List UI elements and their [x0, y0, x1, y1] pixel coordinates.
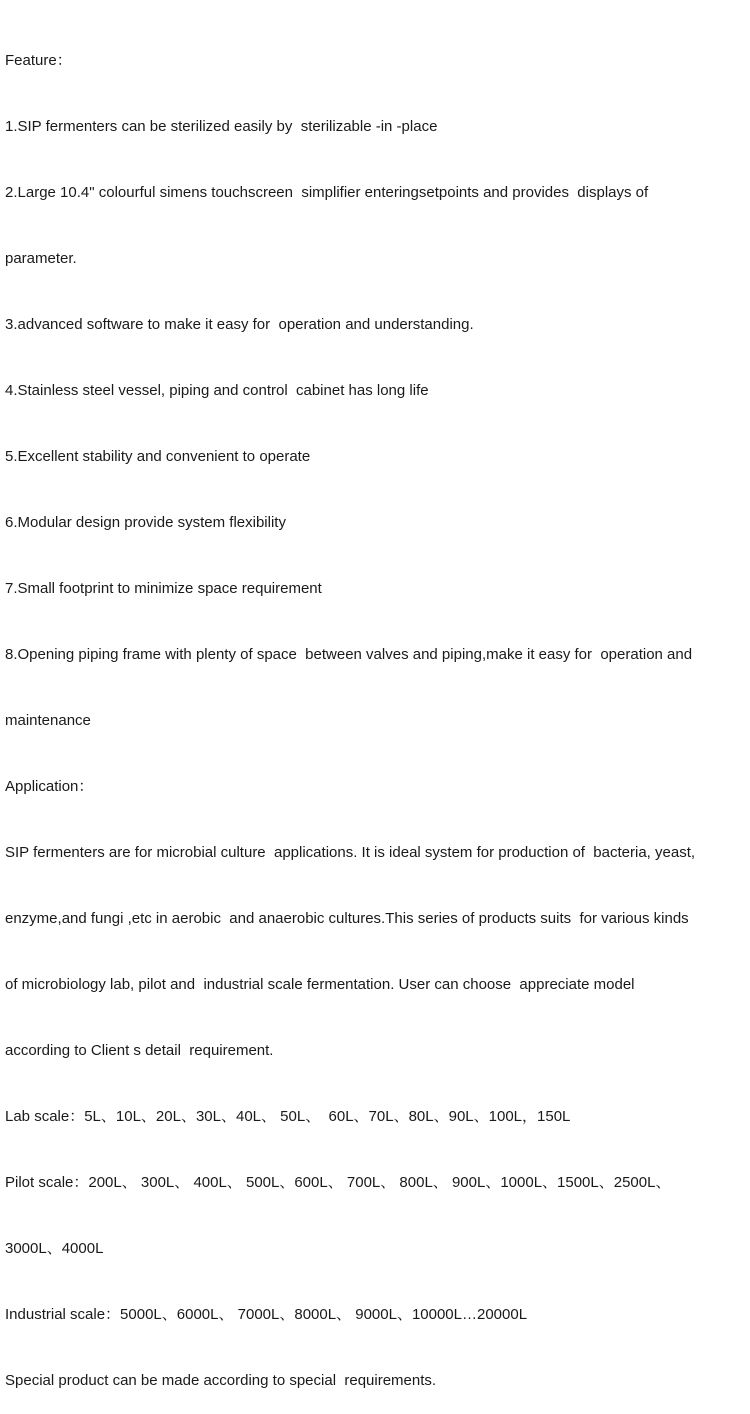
feature-item-5: 5.Excellent stability and convenient to operate — [5, 448, 311, 465]
feature-item-3: 3.advanced software to make it easy for operation and understanding. — [5, 316, 474, 333]
application-heading: Application： — [5, 778, 94, 795]
pilot-scale-line: Pilot scale：200L、 300L、 400L、 500L、600L、 700L、 800L、 900L、1000L、1500L、2500L、 — [5, 1174, 671, 1191]
feature-item-6: 6.Modular design provide system flexibility — [5, 514, 286, 531]
document-body — [5, 6, 745, 1414]
industrial-scale-line: Industrial scale：5000L、6000L、 7000L、8000L、 9000L、10000L…20000L — [5, 1306, 528, 1323]
closing-note: Special product can be made according to special requirements. — [5, 1372, 437, 1389]
feature-item-2-continued: parameter. — [5, 250, 77, 267]
application-line-1: SIP fermenters are for microbial culture applications. It is ideal system for production of bacteria, yeast, — [5, 844, 696, 861]
application-line-2: enzyme,and fungi ,etc in aerobic and anaerobic cultures.This series of products suits for various kinds — [5, 910, 689, 927]
application-line-4: according to Client s detail requirement. — [5, 1042, 274, 1059]
lab-scale-line: Lab scale：5L、10L、20L、30L、40L、 50L、 60L、70L、80L、90L、100L，150L — [5, 1108, 571, 1125]
feature-item-8-continued: maintenance — [5, 712, 91, 729]
feature-item-2: 2.Large 10.4" colourful simens touchscreen simplifier enteringsetpoints and provides displays of — [5, 184, 649, 201]
application-line-3: of microbiology lab, pilot and industrial scale fermentation. User can choose appreciate model — [5, 976, 635, 993]
feature-item-4: 4.Stainless steel vessel, piping and control cabinet has long life — [5, 382, 429, 399]
feature-item-1: 1.SIP fermenters can be sterilized easily by sterilizable -in -place — [5, 118, 438, 135]
feature-heading: Feature： — [5, 52, 72, 69]
feature-item-8: 8.Opening piping frame with plenty of space between valves and piping,make it easy for operation and — [5, 646, 693, 663]
pilot-scale-line-continued: 3000L、4000L — [5, 1240, 104, 1257]
feature-item-7: 7.Small footprint to minimize space requirement — [5, 580, 322, 597]
